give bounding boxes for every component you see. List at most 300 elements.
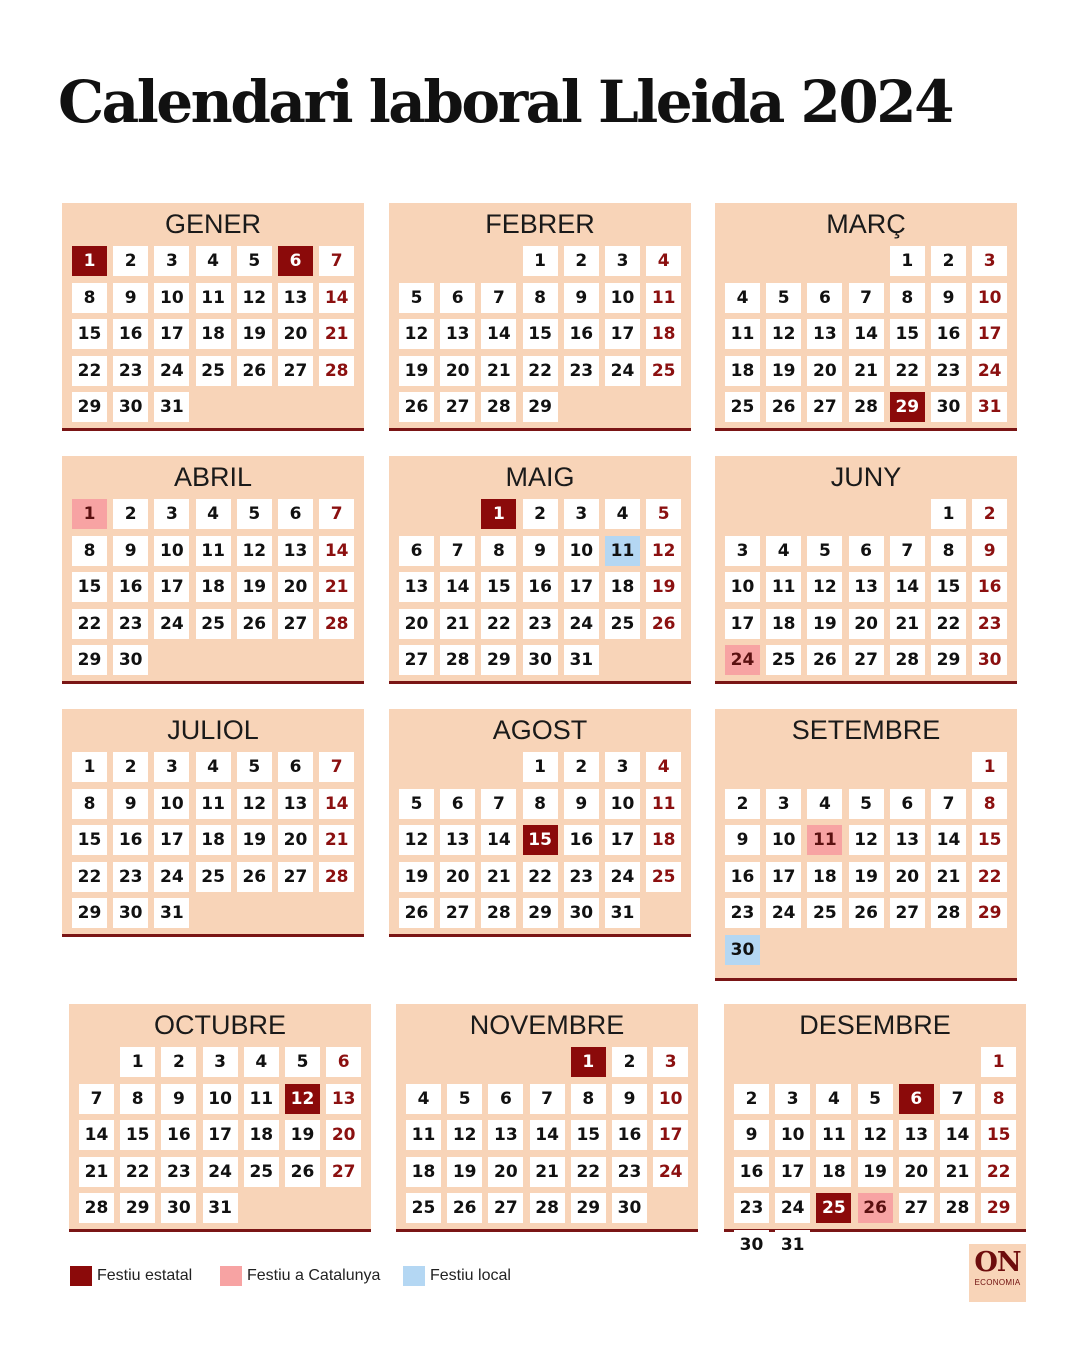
day-cell: 4 <box>725 283 760 313</box>
day-cell: 30 <box>523 645 558 675</box>
day-cell: 28 <box>319 862 354 892</box>
day-cell: 6 <box>807 283 842 313</box>
day-cell: 27 <box>278 862 313 892</box>
day-cell: 1 <box>931 499 966 529</box>
day-cell: 17 <box>154 319 189 349</box>
day-cell: 11 <box>766 572 801 602</box>
day-cell: 18 <box>766 609 801 639</box>
day-cell: 19 <box>399 356 434 386</box>
day-cell: 19 <box>858 1157 893 1187</box>
day-cell: 28 <box>79 1193 114 1223</box>
day-cell: 13 <box>849 572 884 602</box>
day-cell: 21 <box>530 1157 565 1187</box>
day-cell: 11 <box>196 283 231 313</box>
month-name: MAIG <box>505 462 575 492</box>
day-cell: 3 <box>605 246 640 276</box>
month-novembre <box>396 1004 698 1232</box>
day-cell: 23 <box>734 1193 769 1223</box>
day-cell: 8 <box>981 1084 1016 1114</box>
day-cell: 5 <box>807 536 842 566</box>
day-cell: 23 <box>113 862 148 892</box>
day-cell: 25 <box>816 1193 851 1223</box>
day-cell: 11 <box>196 536 231 566</box>
day-cell: 30 <box>113 392 148 422</box>
day-cell: 15 <box>931 572 966 602</box>
day-cell: 24 <box>605 862 640 892</box>
day-cell: 7 <box>79 1084 114 1114</box>
day-cell: 18 <box>196 825 231 855</box>
day-cell: 23 <box>113 356 148 386</box>
day-cell: 4 <box>816 1084 851 1114</box>
day-cell: 11 <box>244 1084 279 1114</box>
day-cell: 10 <box>766 825 801 855</box>
day-cell: 3 <box>564 499 599 529</box>
day-cell: 8 <box>931 536 966 566</box>
day-cell: 9 <box>113 283 148 313</box>
day-cell: 23 <box>113 609 148 639</box>
day-cell: 15 <box>72 572 107 602</box>
day-cell: 15 <box>890 319 925 349</box>
day-cell: 14 <box>440 572 475 602</box>
day-cell: 22 <box>481 609 516 639</box>
day-cell: 6 <box>440 789 475 819</box>
day-cell: 26 <box>447 1193 482 1223</box>
day-cell: 29 <box>72 898 107 928</box>
day-cell: 3 <box>154 499 189 529</box>
day-cell: 16 <box>113 319 148 349</box>
day-cell: 8 <box>72 789 107 819</box>
day-cell: 24 <box>203 1157 238 1187</box>
day-cell: 19 <box>807 609 842 639</box>
day-cell: 1 <box>890 246 925 276</box>
day-cell: 10 <box>154 283 189 313</box>
day-cell: 6 <box>278 246 313 276</box>
day-cell: 19 <box>237 319 272 349</box>
day-cell: 3 <box>154 246 189 276</box>
day-cell: 31 <box>154 898 189 928</box>
day-cell: 25 <box>725 392 760 422</box>
day-cell: 13 <box>890 825 925 855</box>
legend-state-label: Festiu estatal <box>97 1267 193 1284</box>
month-name: DESEMBRE <box>799 1010 951 1040</box>
day-cell: 6 <box>890 789 925 819</box>
day-cell: 24 <box>653 1157 688 1187</box>
day-cell: 12 <box>858 1120 893 1150</box>
day-cell: 20 <box>849 609 884 639</box>
day-cell: 15 <box>72 319 107 349</box>
day-cell: 28 <box>849 392 884 422</box>
day-cell: 1 <box>981 1047 1016 1077</box>
day-cell: 7 <box>440 536 475 566</box>
day-cell: 28 <box>931 898 966 928</box>
day-cell: 5 <box>849 789 884 819</box>
day-cell: 28 <box>530 1193 565 1223</box>
day-cell: 1 <box>972 752 1007 782</box>
day-cell: 26 <box>646 609 681 639</box>
day-cell: 11 <box>605 536 640 566</box>
day-cell: 11 <box>725 319 760 349</box>
day-cell: 3 <box>775 1084 810 1114</box>
day-cell: 17 <box>154 825 189 855</box>
day-cell: 26 <box>285 1157 320 1187</box>
day-cell: 2 <box>931 246 966 276</box>
day-cell: 3 <box>725 536 760 566</box>
legend-state-swatch <box>70 1266 92 1286</box>
day-cell: 4 <box>196 246 231 276</box>
day-cell: 11 <box>196 789 231 819</box>
day-cell: 6 <box>849 536 884 566</box>
day-cell: 12 <box>807 572 842 602</box>
day-cell: 7 <box>319 752 354 782</box>
day-cell: 23 <box>725 898 760 928</box>
day-cell: 2 <box>161 1047 196 1077</box>
day-cell: 22 <box>523 356 558 386</box>
day-cell: 24 <box>154 356 189 386</box>
day-cell: 26 <box>399 898 434 928</box>
day-cell: 24 <box>766 898 801 928</box>
day-cell: 12 <box>849 825 884 855</box>
day-cell: 22 <box>72 862 107 892</box>
day-cell: 26 <box>858 1193 893 1223</box>
day-cell: 30 <box>972 645 1007 675</box>
day-cell: 31 <box>564 645 599 675</box>
day-cell: 9 <box>734 1120 769 1150</box>
month-agost <box>389 709 691 937</box>
day-cell: 14 <box>931 825 966 855</box>
day-cell: 25 <box>244 1157 279 1187</box>
day-cell: 29 <box>890 392 925 422</box>
day-cell: 16 <box>564 319 599 349</box>
day-cell: 1 <box>120 1047 155 1077</box>
day-cell: 23 <box>972 609 1007 639</box>
day-cell: 5 <box>237 246 272 276</box>
day-cell: 1 <box>571 1047 606 1077</box>
day-cell: 2 <box>725 789 760 819</box>
day-cell: 22 <box>523 862 558 892</box>
day-cell: 11 <box>646 789 681 819</box>
day-cell: 13 <box>278 283 313 313</box>
day-cell: 29 <box>523 898 558 928</box>
day-cell: 7 <box>940 1084 975 1114</box>
day-cell: 4 <box>646 246 681 276</box>
day-cell: 9 <box>725 825 760 855</box>
day-cell: 26 <box>399 392 434 422</box>
day-cell: 18 <box>605 572 640 602</box>
day-cell: 12 <box>237 283 272 313</box>
day-cell: 29 <box>981 1193 1016 1223</box>
day-cell: 16 <box>113 572 148 602</box>
day-cell: 16 <box>734 1157 769 1187</box>
day-cell: 18 <box>196 572 231 602</box>
day-cell: 3 <box>653 1047 688 1077</box>
day-cell: 17 <box>605 825 640 855</box>
day-cell: 8 <box>571 1084 606 1114</box>
day-cell: 17 <box>972 319 1007 349</box>
day-cell: 29 <box>571 1193 606 1223</box>
month-juliol <box>62 709 364 937</box>
day-cell: 23 <box>523 609 558 639</box>
day-cell: 23 <box>564 862 599 892</box>
day-cell: 2 <box>612 1047 647 1077</box>
day-cell: 7 <box>319 499 354 529</box>
day-cell: 14 <box>319 789 354 819</box>
day-cell: 6 <box>326 1047 361 1077</box>
day-cell: 3 <box>972 246 1007 276</box>
day-cell: 24 <box>775 1193 810 1223</box>
day-cell: 19 <box>447 1157 482 1187</box>
day-cell: 25 <box>646 862 681 892</box>
day-cell: 5 <box>766 283 801 313</box>
day-cell: 1 <box>72 752 107 782</box>
day-cell: 24 <box>564 609 599 639</box>
day-cell: 25 <box>605 609 640 639</box>
day-cell: 26 <box>807 645 842 675</box>
day-cell: 27 <box>326 1157 361 1187</box>
day-cell: 9 <box>931 283 966 313</box>
day-cell: 10 <box>725 572 760 602</box>
day-cell: 24 <box>605 356 640 386</box>
day-cell: 26 <box>849 898 884 928</box>
month-name: JULIOL <box>167 715 259 745</box>
day-cell: 25 <box>196 356 231 386</box>
day-cell: 19 <box>766 356 801 386</box>
month-name: SETEMBRE <box>791 715 941 745</box>
day-cell: 5 <box>399 789 434 819</box>
day-cell: 30 <box>161 1193 196 1223</box>
day-cell: 10 <box>564 536 599 566</box>
month-juny <box>715 456 1017 684</box>
day-cell: 13 <box>488 1120 523 1150</box>
day-cell: 21 <box>931 862 966 892</box>
day-cell: 20 <box>440 356 475 386</box>
day-cell: 6 <box>278 752 313 782</box>
day-cell: 13 <box>807 319 842 349</box>
day-cell: 2 <box>564 246 599 276</box>
day-cell: 9 <box>972 536 1007 566</box>
day-cell: 23 <box>564 356 599 386</box>
day-cell: 20 <box>399 609 434 639</box>
day-cell: 16 <box>972 572 1007 602</box>
day-cell: 19 <box>285 1120 320 1150</box>
day-cell: 28 <box>890 645 925 675</box>
day-cell: 27 <box>890 898 925 928</box>
day-cell: 30 <box>725 935 760 965</box>
day-cell: 21 <box>481 356 516 386</box>
day-cell: 16 <box>725 862 760 892</box>
day-cell: 2 <box>113 499 148 529</box>
day-cell: 27 <box>440 898 475 928</box>
day-cell: 29 <box>72 392 107 422</box>
day-cell: 22 <box>72 356 107 386</box>
day-cell: 22 <box>972 862 1007 892</box>
day-cell: 10 <box>775 1120 810 1150</box>
legend-catalunya-swatch <box>220 1266 242 1286</box>
day-cell: 7 <box>931 789 966 819</box>
day-cell: 21 <box>319 572 354 602</box>
month-setembre <box>715 709 1017 981</box>
day-cell: 27 <box>899 1193 934 1223</box>
day-cell: 6 <box>399 536 434 566</box>
day-cell: 14 <box>481 319 516 349</box>
legend-local-label: Festiu local <box>430 1267 511 1284</box>
day-cell: 29 <box>120 1193 155 1223</box>
day-cell: 25 <box>766 645 801 675</box>
month-octubre <box>69 1004 371 1232</box>
day-cell: 18 <box>816 1157 851 1187</box>
day-cell: 30 <box>734 1230 769 1260</box>
legend-local <box>403 1265 511 1287</box>
day-cell: 11 <box>807 825 842 855</box>
day-cell: 22 <box>931 609 966 639</box>
day-cell: 10 <box>154 536 189 566</box>
day-cell: 13 <box>440 319 475 349</box>
month-marc <box>715 203 1017 431</box>
day-cell: 31 <box>203 1193 238 1223</box>
day-cell: 2 <box>972 499 1007 529</box>
day-cell: 21 <box>890 609 925 639</box>
day-cell: 12 <box>237 789 272 819</box>
day-cell: 20 <box>890 862 925 892</box>
day-cell: 9 <box>523 536 558 566</box>
legend-catalunya <box>220 1265 380 1287</box>
day-cell: 20 <box>440 862 475 892</box>
day-cell: 17 <box>564 572 599 602</box>
on-economia-logo <box>969 1244 1026 1302</box>
logo-main-text: ON <box>974 1247 1021 1278</box>
legend-catalunya-label: Festiu a Catalunya <box>247 1267 381 1284</box>
page-title: Calendari laboral Lleida 2024 <box>58 68 952 136</box>
day-cell: 17 <box>766 862 801 892</box>
day-cell: 16 <box>113 825 148 855</box>
day-cell: 28 <box>481 392 516 422</box>
day-cell: 2 <box>113 246 148 276</box>
day-cell: 5 <box>447 1084 482 1114</box>
day-cell: 30 <box>113 645 148 675</box>
day-cell: 19 <box>849 862 884 892</box>
day-cell: 21 <box>319 825 354 855</box>
day-cell: 5 <box>646 499 681 529</box>
day-cell: 9 <box>564 283 599 313</box>
day-cell: 21 <box>940 1157 975 1187</box>
day-cell: 15 <box>523 825 558 855</box>
day-cell: 5 <box>858 1084 893 1114</box>
day-cell: 4 <box>196 752 231 782</box>
day-cell: 5 <box>399 283 434 313</box>
day-cell: 17 <box>154 572 189 602</box>
day-cell: 4 <box>196 499 231 529</box>
day-cell: 25 <box>196 862 231 892</box>
day-cell: 9 <box>612 1084 647 1114</box>
day-cell: 13 <box>278 789 313 819</box>
day-cell: 23 <box>161 1157 196 1187</box>
day-cell: 25 <box>807 898 842 928</box>
day-cell: 1 <box>72 246 107 276</box>
day-cell: 30 <box>564 898 599 928</box>
day-cell: 8 <box>72 536 107 566</box>
day-cell: 25 <box>196 609 231 639</box>
day-cell: 31 <box>775 1230 810 1260</box>
day-cell: 16 <box>612 1120 647 1150</box>
day-cell: 7 <box>481 283 516 313</box>
day-cell: 17 <box>775 1157 810 1187</box>
day-cell: 13 <box>326 1084 361 1114</box>
day-cell: 6 <box>440 283 475 313</box>
day-cell: 27 <box>440 392 475 422</box>
day-cell: 20 <box>807 356 842 386</box>
day-cell: 16 <box>161 1120 196 1150</box>
day-cell: 21 <box>79 1157 114 1187</box>
day-cell: 27 <box>278 356 313 386</box>
day-cell: 18 <box>646 319 681 349</box>
month-febrer <box>389 203 691 431</box>
day-cell: 12 <box>399 825 434 855</box>
day-cell: 27 <box>488 1193 523 1223</box>
day-cell: 16 <box>564 825 599 855</box>
day-cell: 3 <box>203 1047 238 1077</box>
day-cell: 29 <box>481 645 516 675</box>
day-cell: 22 <box>72 609 107 639</box>
day-cell: 2 <box>734 1084 769 1114</box>
day-cell: 4 <box>406 1084 441 1114</box>
day-cell: 29 <box>931 645 966 675</box>
day-cell: 25 <box>406 1193 441 1223</box>
day-cell: 28 <box>481 898 516 928</box>
day-cell: 2 <box>113 752 148 782</box>
day-cell: 24 <box>154 609 189 639</box>
day-cell: 14 <box>940 1120 975 1150</box>
day-cell: 9 <box>113 536 148 566</box>
day-cell: 7 <box>319 246 354 276</box>
day-cell: 29 <box>72 645 107 675</box>
day-cell: 20 <box>278 319 313 349</box>
day-cell: 24 <box>154 862 189 892</box>
legend-state <box>70 1265 192 1287</box>
day-cell: 2 <box>523 499 558 529</box>
day-cell: 2 <box>564 752 599 782</box>
month-name: GENER <box>164 209 262 239</box>
day-cell: 16 <box>931 319 966 349</box>
month-name: JUNY <box>830 462 902 492</box>
day-cell: 15 <box>481 572 516 602</box>
day-cell: 7 <box>530 1084 565 1114</box>
day-cell: 20 <box>326 1120 361 1150</box>
day-cell: 28 <box>440 645 475 675</box>
day-cell: 27 <box>278 609 313 639</box>
day-cell: 4 <box>766 536 801 566</box>
day-cell: 8 <box>890 283 925 313</box>
day-cell: 18 <box>725 356 760 386</box>
month-name: OCTUBRE <box>153 1010 286 1040</box>
day-cell: 13 <box>399 572 434 602</box>
day-cell: 10 <box>605 789 640 819</box>
day-cell: 12 <box>237 536 272 566</box>
day-cell: 8 <box>972 789 1007 819</box>
day-cell: 30 <box>113 898 148 928</box>
day-cell: 1 <box>523 246 558 276</box>
day-cell: 31 <box>154 392 189 422</box>
day-cell: 4 <box>605 499 640 529</box>
day-cell: 14 <box>319 283 354 313</box>
day-cell: 8 <box>481 536 516 566</box>
day-cell: 26 <box>237 862 272 892</box>
day-cell: 10 <box>605 283 640 313</box>
day-cell: 8 <box>120 1084 155 1114</box>
day-cell: 20 <box>278 825 313 855</box>
day-cell: 5 <box>237 752 272 782</box>
day-cell: 21 <box>481 862 516 892</box>
day-cell: 19 <box>399 862 434 892</box>
day-cell: 26 <box>237 356 272 386</box>
